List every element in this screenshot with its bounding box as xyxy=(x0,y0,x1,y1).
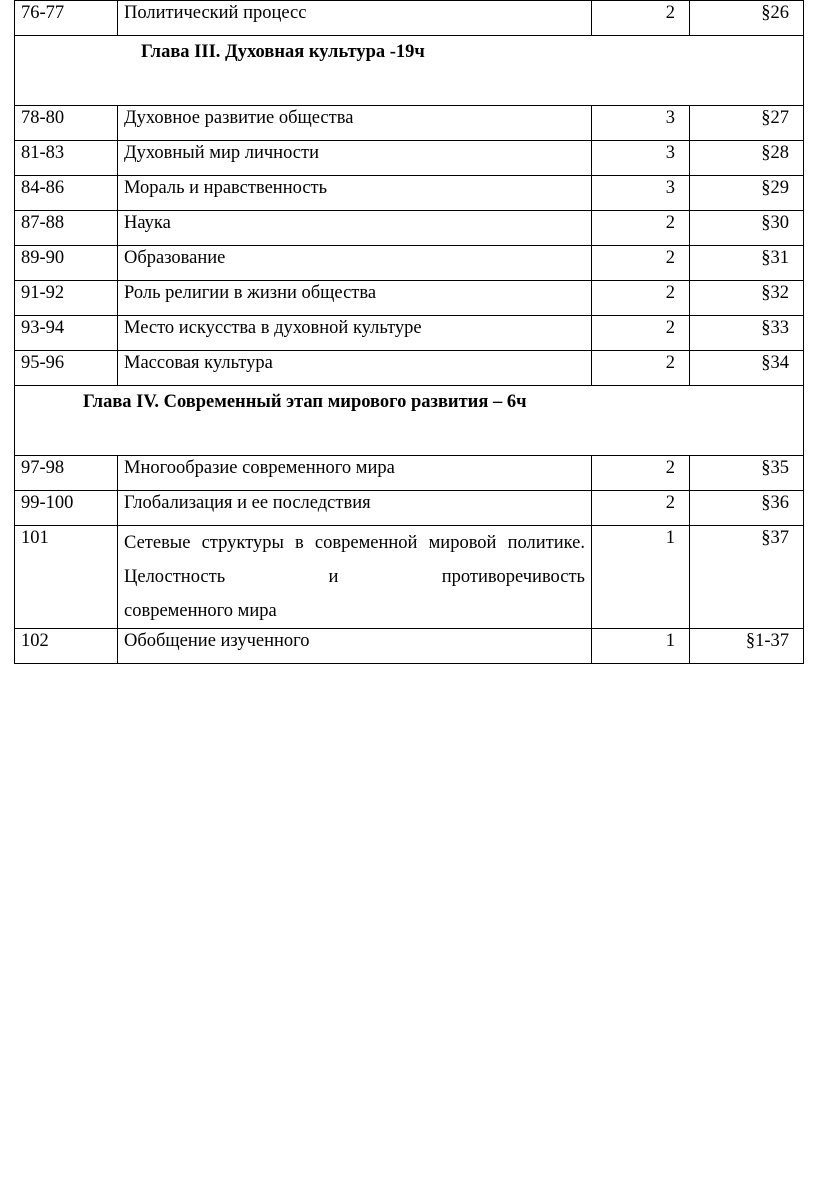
lesson-number: 89-90 xyxy=(15,246,118,281)
lesson-topic xyxy=(118,526,592,629)
lesson-paragraph: §31 xyxy=(690,246,804,281)
lesson-number: 91-92 xyxy=(15,281,118,316)
table-row xyxy=(15,211,804,246)
lesson-number: 78-80 xyxy=(15,106,118,141)
table-row xyxy=(15,1,804,36)
lesson-hours: 2 xyxy=(592,351,690,386)
lesson-plan-table xyxy=(14,0,804,664)
lesson-topic: Роль религии в жизни общества xyxy=(118,281,592,316)
lesson-hours: 1 xyxy=(592,629,690,664)
lesson-number: 99-100 xyxy=(15,491,118,526)
lesson-hours: 2 xyxy=(592,316,690,351)
lesson-hours: 2 xyxy=(592,246,690,281)
lesson-topic: Обобщение изученного xyxy=(118,629,592,664)
lesson-number: 102 xyxy=(15,629,118,664)
table-row xyxy=(15,316,804,351)
lesson-paragraph: §37 xyxy=(690,526,804,629)
lesson-paragraph: §28 xyxy=(690,141,804,176)
lesson-topic: Наука xyxy=(118,211,592,246)
chapter-row xyxy=(15,386,804,456)
lesson-paragraph: §34 xyxy=(690,351,804,386)
table-row xyxy=(15,491,804,526)
lesson-paragraph: §33 xyxy=(690,316,804,351)
lesson-paragraph: §35 xyxy=(690,456,804,491)
chapter-title: Глава III. Духовная культура -19ч xyxy=(15,36,804,106)
table-row xyxy=(15,281,804,316)
lesson-number: 84-86 xyxy=(15,176,118,211)
lesson-paragraph: §27 xyxy=(690,106,804,141)
lesson-number: 76-77 xyxy=(15,1,118,36)
table-row xyxy=(15,246,804,281)
lesson-paragraph: §30 xyxy=(690,211,804,246)
lesson-hours: 2 xyxy=(592,211,690,246)
lesson-hours: 2 xyxy=(592,1,690,36)
lesson-number: 101 xyxy=(15,526,118,629)
lesson-topic-text: Сетевые структуры в современной мировой политике. Целостность и противоречивость xyxy=(124,533,585,587)
chapter-title: Глава IV. Современный этап мирового развития – 6ч xyxy=(15,386,804,456)
lesson-topic: Духовный мир личности xyxy=(118,141,592,176)
lesson-number: 93-94 xyxy=(15,316,118,351)
lesson-topic-text-end: современного мира xyxy=(124,601,277,621)
lesson-hours: 2 xyxy=(592,281,690,316)
table-row xyxy=(15,456,804,491)
lesson-number: 81-83 xyxy=(15,141,118,176)
lesson-topic: Место искусства в духовной культуре xyxy=(118,316,592,351)
table-row xyxy=(15,141,804,176)
table-row xyxy=(15,106,804,141)
lesson-topic: Массовая культура xyxy=(118,351,592,386)
lesson-hours: 2 xyxy=(592,491,690,526)
lesson-topic: Глобализация и ее последствия xyxy=(118,491,592,526)
lesson-number: 97-98 xyxy=(15,456,118,491)
lesson-paragraph: §26 xyxy=(690,1,804,36)
lesson-hours: 1 xyxy=(592,526,690,629)
lesson-hours: 3 xyxy=(592,106,690,141)
lesson-topic: Образование xyxy=(118,246,592,281)
lesson-number: 95-96 xyxy=(15,351,118,386)
lesson-topic: Мораль и нравственность xyxy=(118,176,592,211)
table-row xyxy=(15,351,804,386)
lesson-paragraph: §1-37 xyxy=(690,629,804,664)
chapter-row xyxy=(15,36,804,106)
lesson-topic: Духовное развитие общества xyxy=(118,106,592,141)
lesson-paragraph: §29 xyxy=(690,176,804,211)
lesson-topic: Многообразие современного мира xyxy=(118,456,592,491)
lesson-topic: Политический процесс xyxy=(118,1,592,36)
lesson-hours: 3 xyxy=(592,176,690,211)
table-row xyxy=(15,176,804,211)
lesson-number: 87-88 xyxy=(15,211,118,246)
lesson-paragraph: §32 xyxy=(690,281,804,316)
lesson-hours: 2 xyxy=(592,456,690,491)
lesson-hours: 3 xyxy=(592,141,690,176)
lesson-paragraph: §36 xyxy=(690,491,804,526)
table-row xyxy=(15,526,804,629)
table-row xyxy=(15,629,804,664)
